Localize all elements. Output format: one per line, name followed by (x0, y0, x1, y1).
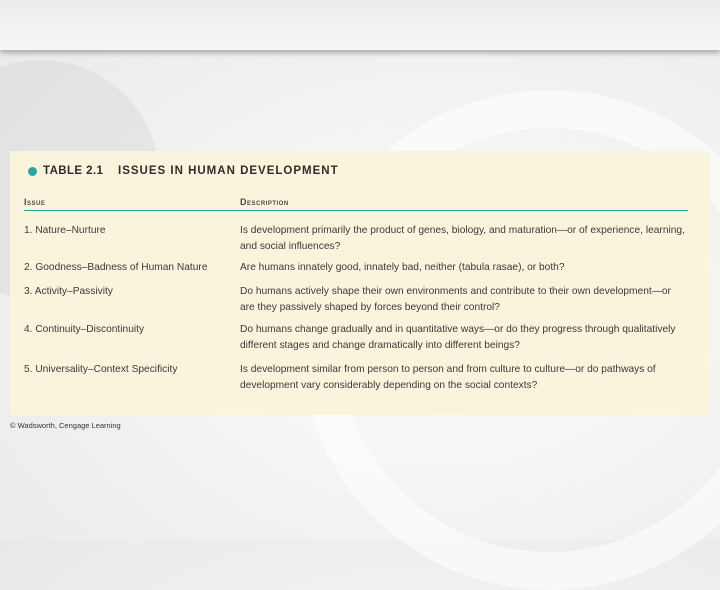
copyright-credit: © Wadsworth, Cengage Learning (10, 421, 121, 430)
table-row (24, 322, 688, 362)
table-row (24, 362, 688, 396)
issue-cell: 4. Continuity–Discontinuity (24, 324, 145, 335)
table-title-row (24, 151, 688, 191)
bullet-icon (28, 167, 37, 176)
table-body (24, 211, 688, 396)
description-cell: Is development primarily the product of genes, biology, and maturation—or of experience, learning, and social influences? (240, 225, 685, 252)
column-header-description: Description (240, 197, 289, 207)
issue-cell: 2. Goodness–Badness of Human Nature (24, 262, 208, 273)
table-panel (10, 151, 710, 415)
table-header-row (24, 191, 688, 211)
description-cell: Do humans change gradually and in quantitative ways—or do they progress through qualitatively different stages and change dramatically into different beings? (240, 324, 676, 351)
table-title: ISSUES IN HUMAN DEVELOPMENT (118, 165, 339, 177)
table-row (24, 223, 688, 260)
issue-cell: 1. Nature–Nurture (24, 225, 106, 236)
table-number: TABLE 2.1 (43, 165, 104, 177)
table-row (24, 284, 688, 322)
column-header-issue: Issue (24, 197, 46, 207)
description-cell: Do humans actively shape their own environments and contribute to their own development—or are they passively shaped by forces beyond their control? (240, 286, 671, 313)
top-header-band (0, 0, 720, 50)
issue-cell: 5. Universality–Context Specificity (24, 364, 178, 375)
description-cell: Is development similar from person to person and from culture to culture—or do pathways of development vary considerably depending on the social contexts? (240, 364, 656, 391)
table-row (24, 260, 688, 284)
issue-cell: 3. Activity–Passivity (24, 286, 113, 297)
description-cell: Are humans innately good, innately bad, neither (tabula rasae), or both? (240, 262, 565, 273)
